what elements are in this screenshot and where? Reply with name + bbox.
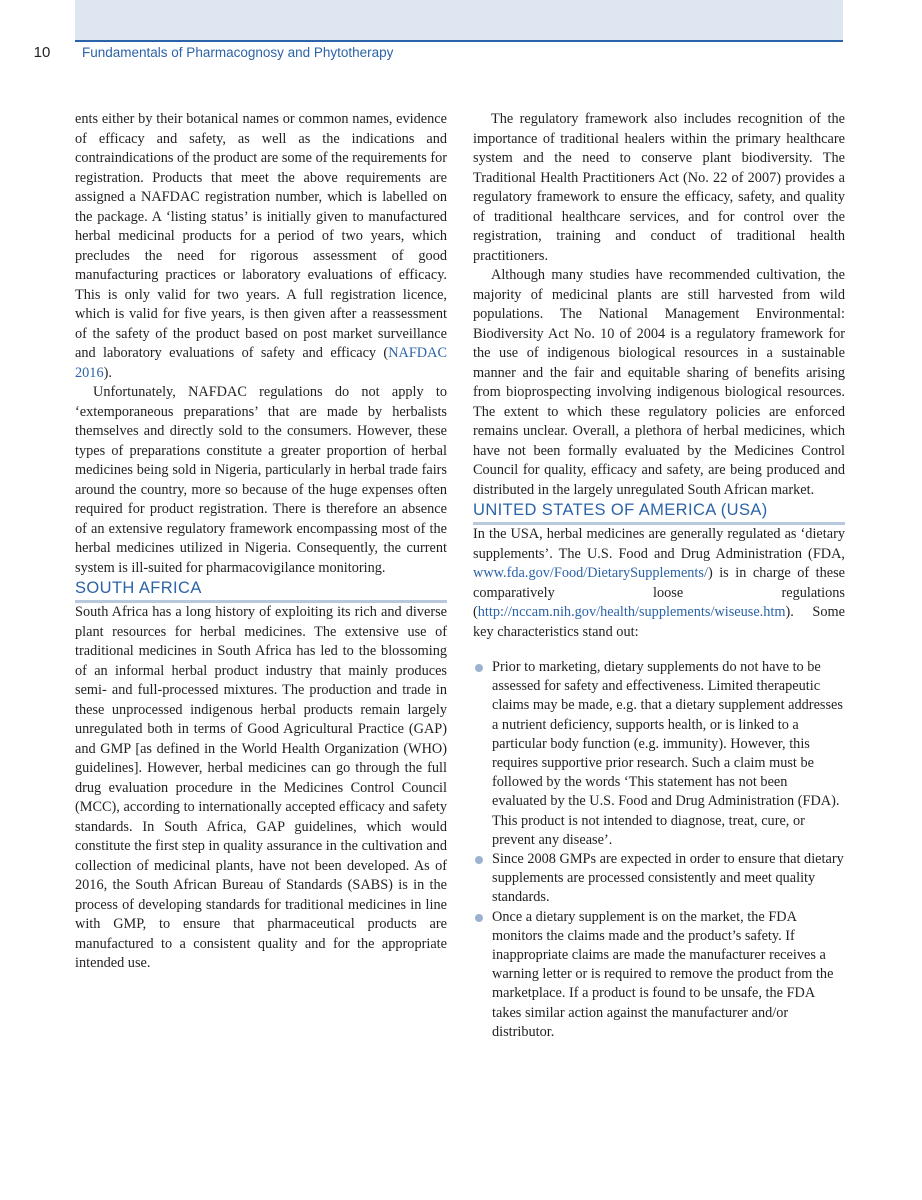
right-column bbox=[473, 110, 845, 1042]
list-item-text: Prior to marketing, dietary supplements do not have to be assessed for safety and effectiveness. Limited therapeutic claims may be made, e.g. that a dietary supplement addresses a nutrient deficiency, supports health, or is linked to a particular body function (e.g. immunity). However, this requires supportive prior research. Such a claim must be followed by the words ‘This statement has not been evaluated by the U.S. Food and Drug Administration (FDA). This product is not intended to diagnose, treat, cure, or prevent any disease’. bbox=[492, 659, 843, 848]
paragraph-text: ). bbox=[103, 364, 112, 381]
list-item-text: Once a dietary supplement is on the market, the FDA monitors the claims made and the product’s safety. If inappropriate claims are made the manufacturer receives a warning letter or is required to remove the product from the marketplace. If a product is found to be unsafe, the FDA takes similar action against the manufacturer and/or distributor. bbox=[492, 908, 834, 1040]
bullet-dot-icon bbox=[475, 856, 483, 864]
paragraph-text: In the USA, herbal medicines are generally regulated as ‘dietary supplements’. The U.S. Food and Drug Administration (FDA, bbox=[473, 526, 845, 562]
header-band bbox=[75, 0, 843, 40]
paragraph bbox=[473, 525, 845, 642]
paragraph: South Africa has a long history of exploiting its rich and diverse plant resources for herbal medicines. The extensive use of traditional medicines in South Africa has led to the blossoming of an informal herbal product industry that mainly produces semi- and full-processed mixtures. The production and trade in these unprocessed indigenous herbal products remain largely unregulated both in terms of Good Agricultural Practice (GAP) and GMP [as defined in the World Health Organization (WHO) guidelines]. However, herbal medicines can go through the full drug evaluation procedure in the Medicines Control Council (MCC), according to internationally accepted efficacy and safety standards. In South Africa, GAP guidelines, which would constitute the first step in quality assurance in the cultivation and collection of medicinal plants, have not been developed. As of 2016, the South African Bureau of Standards (SABS) is in the process of developing standards for traditional medicines in line with GMP, to ensure that pharmaceutical products are manufactured to a consistent quality and for the appropriate intended use. bbox=[75, 604, 447, 971]
bullet-list bbox=[473, 658, 845, 1042]
list-item bbox=[473, 850, 845, 908]
section-heading-south-africa: SOUTH AFRICA bbox=[75, 578, 447, 603]
paragraph-text: ) is in charge of these comparatively loose regulations ( bbox=[473, 565, 845, 620]
section-heading-usa: UNITED STATES OF AMERICA (USA) bbox=[473, 500, 845, 525]
header-rule bbox=[75, 40, 843, 42]
list-item-text: Since 2008 GMPs are expected in order to ensure that dietary supplements are processed consistently and meet quality standards. bbox=[492, 851, 844, 906]
paragraph: Although many studies have recommended cultivation, the majority of medicinal plants are still harvested from wild populations. The National Management Environmental: Biodiversity Act No. 10 of 2004 is a regulatory framework for the use of indigenous biological resources in a sustainable manner and the fair and equitable sharing of benefits arising from bioprospecting involving indigenous biological resources. The extent to which these regulatory policies are enforced remains unclear. Overall, a plethora of herbal medicines, which have not been formally evaluated by the Medicines Control Council for quality, efficacy and safety, are being produced and distributed in the largely unregulated South African market. bbox=[473, 267, 845, 498]
fda-link[interactable]: www.fda.gov/Food/DietarySupplements/ bbox=[473, 565, 708, 581]
bullet-dot-icon bbox=[475, 914, 483, 922]
citation-link[interactable]: NAFDAC 2016 bbox=[75, 345, 447, 381]
paragraph bbox=[75, 110, 447, 383]
nccam-link[interactable]: http://nccam.nih.gov/health/supplements/wiseuse.htm bbox=[477, 604, 786, 620]
bullet-dot-icon bbox=[475, 664, 483, 672]
list-item bbox=[473, 908, 845, 1042]
list-item bbox=[473, 658, 845, 850]
paragraph: Unfortunately, NAFDAC regulations do not apply to ‘extemporaneous preparations’ that are made by herbalists themselves and directly sold to the consumers. However, these types of preparations constitute a greater proportion of herbal medicines being sold in Nigeria, particularly in herbal trade fairs around the country, more so because of the huge expenses often required for product registration. There is therefore an absence of an extensive regulatory framework encompassing most of the herbal medicines utilized in Nigeria. Consequently, the current system is ill-suited for pharmacovigilance monitoring. bbox=[75, 384, 447, 576]
left-column bbox=[75, 110, 447, 974]
paragraph: The regulatory framework also includes recognition of the importance of traditional healers within the primary healthcare system and the need to conserve plant biodiversity. The Traditional Health Practitioners Act (No. 22 of 2007) provides a regulatory framework to ensure the efficacy, safety, and quality of traditional healthcare services, and for control over the registration, training and conduct of traditional health practitioners. bbox=[473, 111, 845, 264]
running-title: Fundamentals of Pharmacognosy and Phytotherapy bbox=[82, 45, 394, 60]
paragraph-text: ents either by their botanical names or common names, evidence of efficacy and safety, as well as the indications and contraindications of the product are some of the requirements for registration. Products that meet the above requirements are assigned a NAFDAC registration number, which is labelled on the package. A ‘listing status’ is initially given to manufactured herbal medicinal products for a period of two years, which precludes the need for rigorous assessment of good manufacturing practices or laboratory evaluations of efficacy. This is only valid for two years. A full registration licence, which is valid for five years, is then given after a reassessment of the safety of the product based on post market surveillance and laboratory evaluations of safety and efficacy ( bbox=[75, 111, 447, 361]
page-number: 10 bbox=[33, 44, 51, 61]
paragraph-text: ). Some key characteristics stand out: bbox=[473, 604, 845, 640]
